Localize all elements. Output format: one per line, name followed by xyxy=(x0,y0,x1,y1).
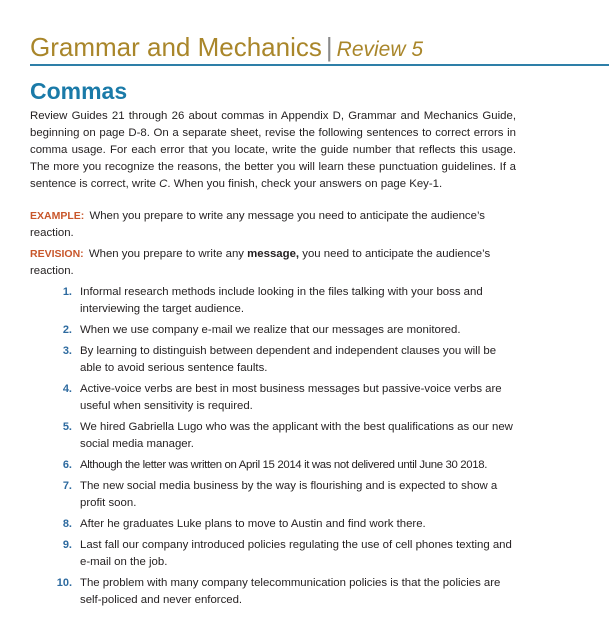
example-block xyxy=(30,208,522,242)
item-text: Informal research methods include looking in the files talking with your boss and interviewing the target audience. xyxy=(80,286,483,315)
item-text: After he graduates Luke plans to move to Austin and find work there. xyxy=(80,518,426,530)
header-title: Grammar and Mechanics xyxy=(30,32,322,62)
item-text: Although the letter was written on April 15 2014 it was not delivered until June 30 2018. xyxy=(80,459,488,471)
example-label: EXAMPLE: xyxy=(30,210,85,222)
item-text: Active-voice verbs are best in most business messages but passive-voice verbs are useful when sensitivity is required. xyxy=(80,383,502,412)
revision-text-before: When you prepare to write any xyxy=(88,248,248,260)
list-item xyxy=(54,457,514,474)
item-number: 4. xyxy=(62,383,72,395)
intro-text-1: Review Guides 21 through 26 about commas in Appendix D, Grammar and Mechanics Guide, beginning on page D-8. On a separate sheet, revise the following sentences to correct errors in comma usage. For each error that you locate, write the guide number that reflects this usage. The more you recognize the reasons, the better you will learn these punctuation guidelines. If a sentence is correct, write xyxy=(30,110,516,190)
list-item xyxy=(54,381,514,415)
item-number: 5. xyxy=(62,421,72,433)
list-item xyxy=(54,575,514,609)
list-item xyxy=(54,419,514,453)
item-text: The problem with many company telecommunication policies is that the policies are self-policed and never enforced. xyxy=(80,577,501,606)
item-text: By learning to distinguish between dependent and independent clauses you will be able to avoid serious sentence faults. xyxy=(80,345,497,374)
list-item xyxy=(54,343,514,377)
item-text: When we use company e-mail we realize that our messages are monitored. xyxy=(80,324,461,336)
item-number: 9. xyxy=(62,539,72,551)
header-review: Review 5 xyxy=(336,38,424,61)
list-item xyxy=(54,516,514,533)
item-text: The new social media business by the way is flourishing and is expected to show a profit soon. xyxy=(80,480,498,509)
revision-text-after: you need to anticipate the audience’s reaction. xyxy=(30,248,491,277)
item-number: 6. xyxy=(62,459,72,471)
revision-label: REVISION: xyxy=(30,248,84,260)
intro-text-2: . When you finish, check your answers on page Key-1. xyxy=(167,178,443,190)
item-text: Last fall our company introduced policies regulating the use of cell phones texting and e-mail on the job. xyxy=(80,539,512,568)
exercise-list xyxy=(54,284,514,613)
section-title: Commas xyxy=(30,78,128,104)
intro-paragraph xyxy=(30,108,516,193)
page-header xyxy=(30,30,609,67)
item-number: 10. xyxy=(56,577,72,589)
revision-block xyxy=(30,246,522,280)
item-number: 3. xyxy=(62,345,72,357)
list-item xyxy=(54,537,514,571)
header-rule xyxy=(30,64,609,66)
item-number: 2. xyxy=(62,324,72,336)
item-text: We hired Gabriella Lugo who was the applicant with the best qualifications as our new social media manager. xyxy=(80,421,513,450)
list-item xyxy=(54,322,514,339)
item-number: 7. xyxy=(62,480,72,492)
list-item xyxy=(54,478,514,512)
intro-text-c: C xyxy=(159,178,168,190)
item-number: 1. xyxy=(62,286,72,298)
item-number: 8. xyxy=(62,518,72,530)
revision-text-bold: message, xyxy=(247,248,300,260)
list-item xyxy=(54,284,514,318)
header-separator: | xyxy=(325,32,333,62)
example-text: When you prepare to write any message you need to anticipate the audience’s reaction. xyxy=(30,210,485,239)
